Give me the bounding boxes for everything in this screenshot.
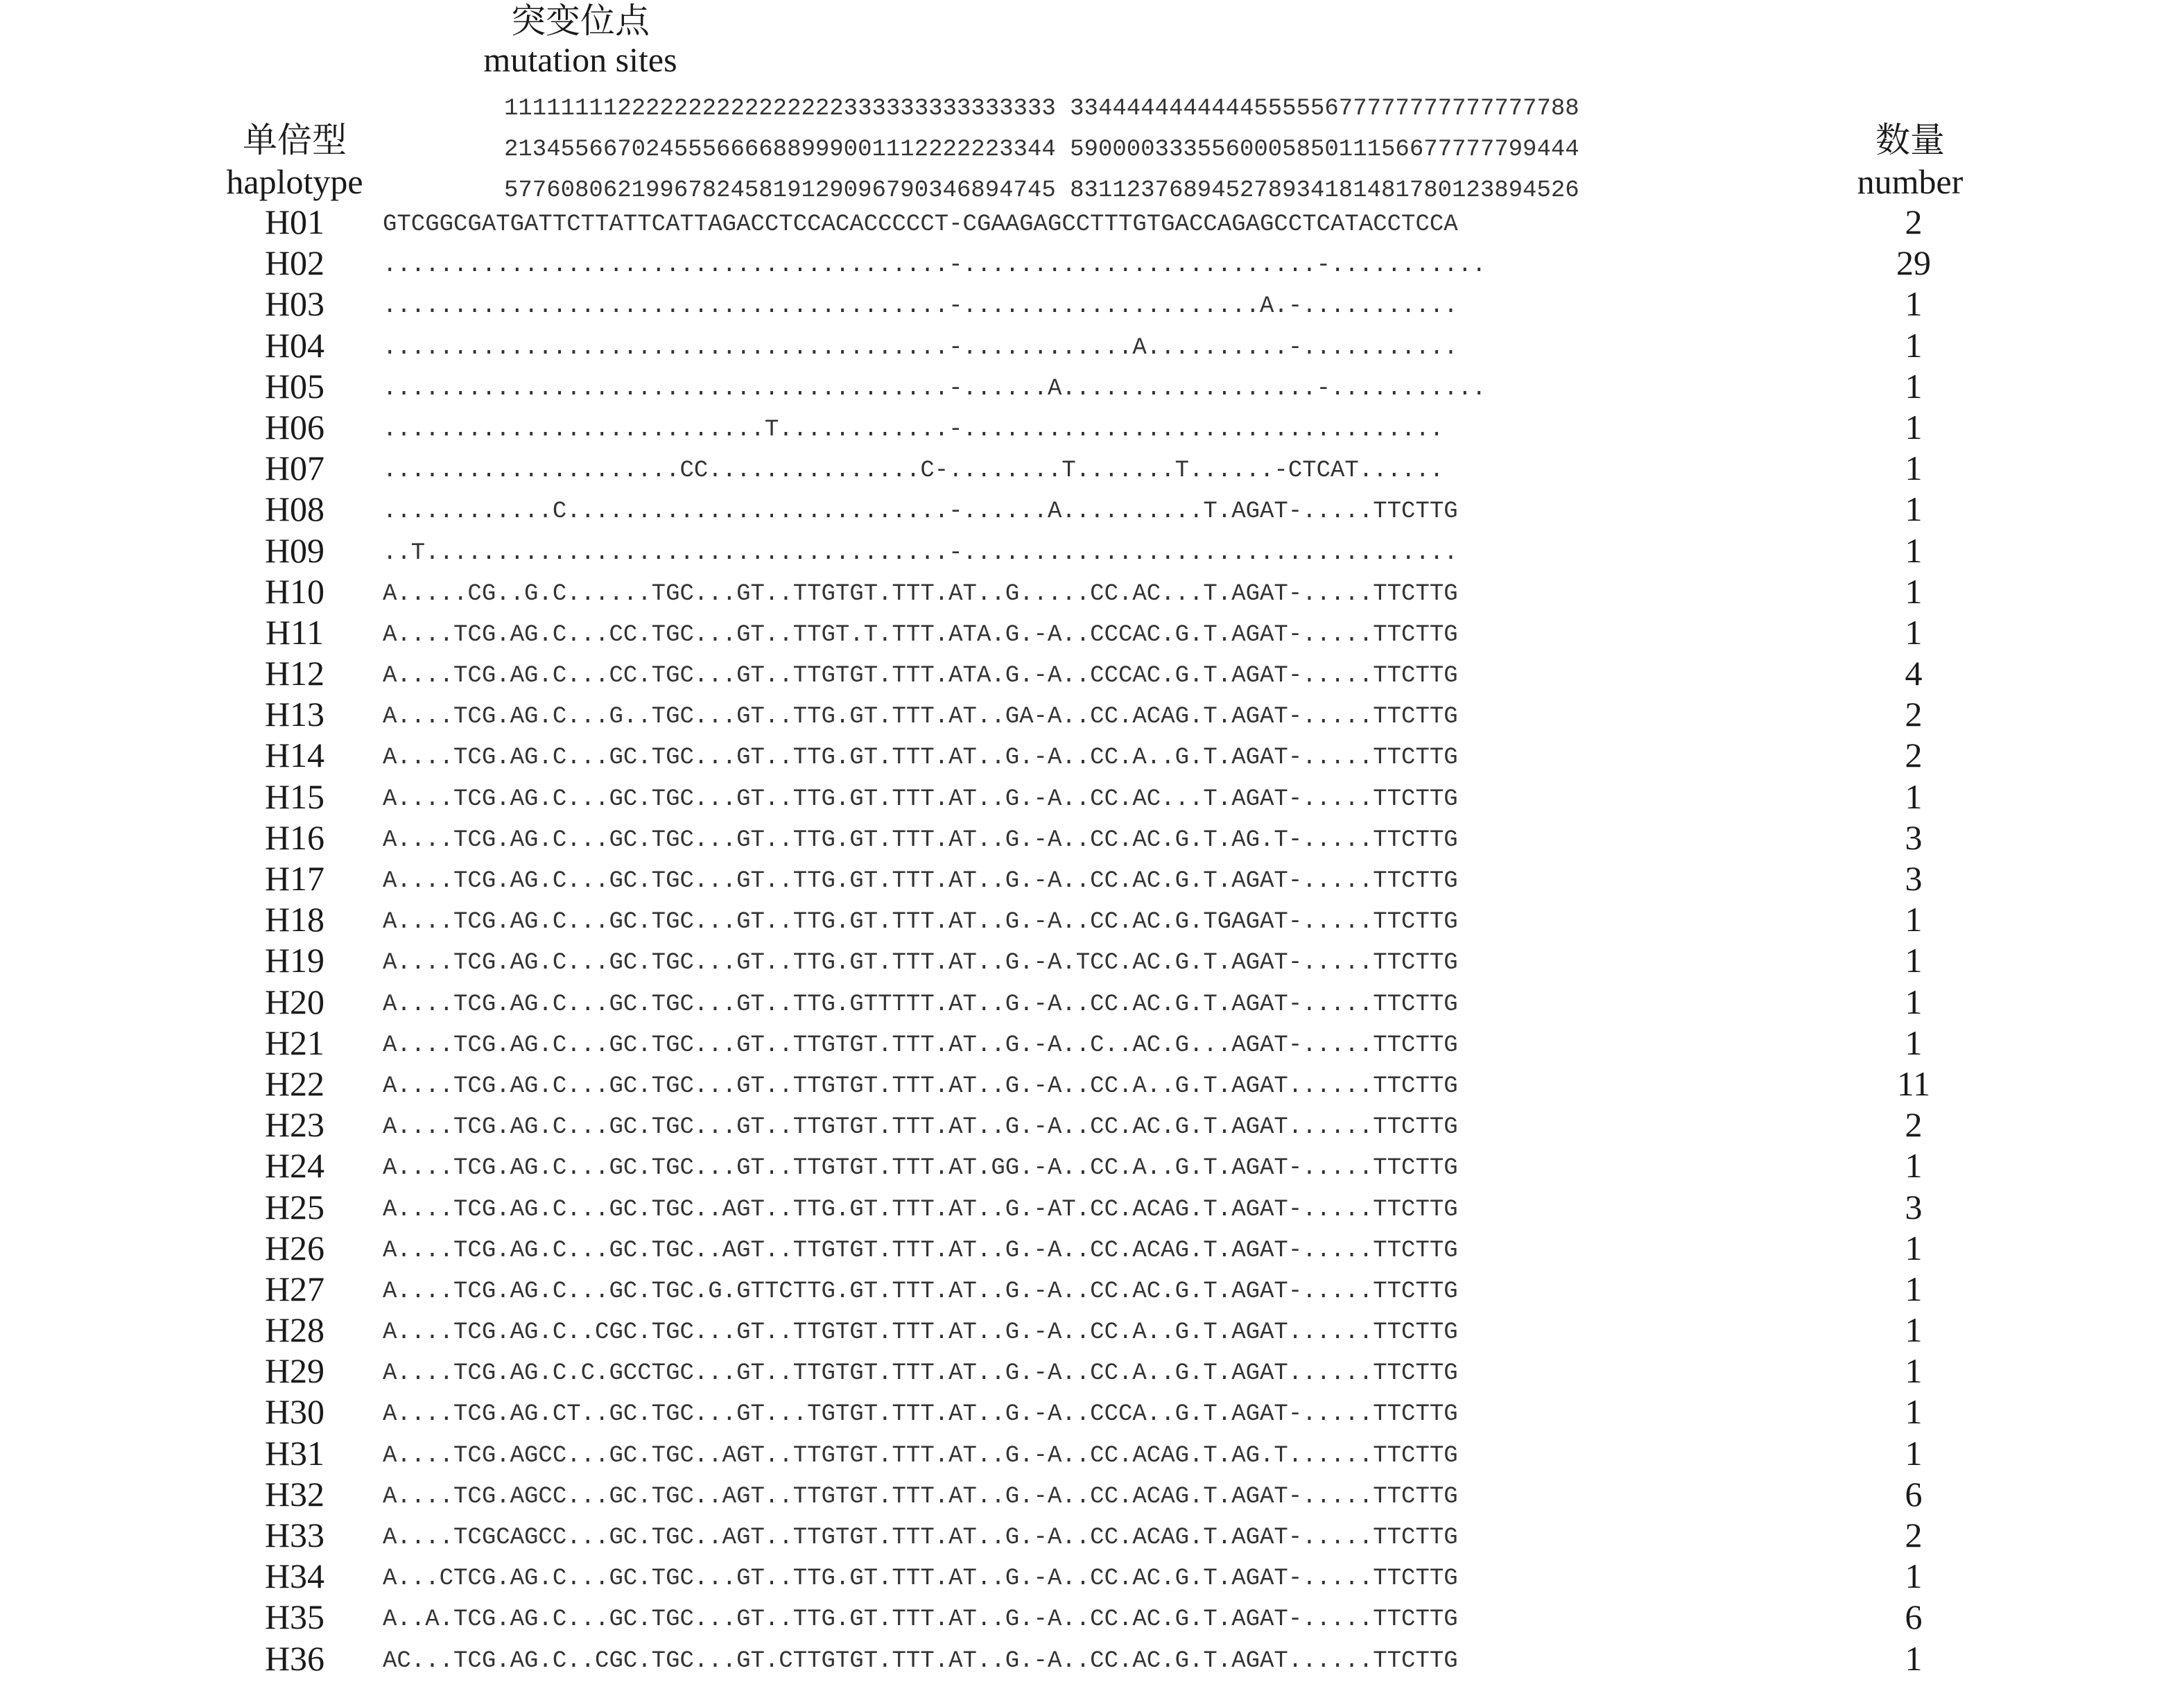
haplotype-sequence: A....TCG.AG.C...GC.TGC...GT..TTGTGT.TTT.AT..G.-A..CC.A..G.T.AGAT......TTCTTG <box>383 1073 1458 1100</box>
haplotype-sequence: A....TCG.AG.C...GC.TGC...GT..TTG.GT.TTT.AT..G.-A..CC.AC.G.TGAGAT-.....TTCTTG <box>383 909 1458 936</box>
haplotype-count: 11 <box>1896 1064 1931 1103</box>
haplotype-id: H22 <box>264 1064 325 1103</box>
haplotype-id: H03 <box>264 284 325 324</box>
haplotype-count: 1 <box>1905 1433 1923 1473</box>
haplotype-count: 1 <box>1905 1310 1923 1350</box>
haplotype-id: H25 <box>264 1187 325 1226</box>
haplotype-sequence: A.....CG..G.C......TGC...GT..TTGTGT.TTT.AT..G.....CC.AC...T.AGAT-.....TTCTTG <box>383 580 1458 607</box>
haplotype-row <box>0 1228 2184 1269</box>
haplotype-count: 1 <box>1905 1023 1923 1062</box>
haplotype-id: H18 <box>264 900 325 939</box>
haplotype-id: H34 <box>264 1557 325 1596</box>
site-position-line: 111111112222222222222222333333333333333 334444444444455555677777777777777788 <box>504 96 1579 122</box>
haplotype-row <box>0 817 2184 858</box>
haplotype-count: 1 <box>1905 941 1923 980</box>
haplotype-table <box>0 202 2184 1679</box>
haplotype-row <box>0 1269 2184 1310</box>
haplotype-row <box>0 1310 2184 1351</box>
haplotype-id: H11 <box>265 612 324 652</box>
site-position-line: 213455667024555666688999001112222223344 590000333556000585011156677777799444 <box>504 137 1579 163</box>
haplotype-count: 1 <box>1905 407 1923 446</box>
haplotype-id: H26 <box>264 1228 325 1267</box>
haplotype-row <box>0 530 2184 571</box>
haplotype-id: H12 <box>264 654 325 693</box>
haplotype-id: H17 <box>264 859 325 898</box>
haplotype-count: 1 <box>1905 1557 1923 1596</box>
haplotype-sequence: A..A.TCG.AG.C...GC.TGC...GT..TTG.GT.TTT.AT..G.-A..CC.AC.G.T.AGAT-.....TTCTTG <box>383 1606 1458 1633</box>
haplotype-id: H04 <box>264 325 325 365</box>
haplotype-row <box>0 1351 2184 1391</box>
number-header-chinese: 数量 <box>1875 121 1945 159</box>
haplotype-row <box>0 1433 2184 1474</box>
title-english: mutation sites <box>483 40 677 79</box>
haplotype-row <box>0 653 2184 694</box>
haplotype-id: H24 <box>264 1146 325 1186</box>
haplotype-sequence: A....TCG.AG.C...GC.TGC...GT..TTGTGT.TTT.AT.GG.-A..CC.A..G.T.AGAT-.....TTCTTG <box>383 1155 1458 1182</box>
haplotype-count: 2 <box>1905 1105 1923 1145</box>
haplotype-sequence: A....TCG.AG.C...CC.TGC...GT..TTGT.T.TTT.ATA.G.-A..CCCAC.G.T.AGAT-.....TTCTTG <box>383 621 1458 648</box>
haplotype-row <box>0 940 2184 981</box>
haplotype-count: 4 <box>1905 654 1923 693</box>
haplotype-sequence: A....TCG.AGCC...GC.TGC..AGT..TTGTGT.TTT.AT..G.-A..CC.ACAG.T.AG.T......TTCTTG <box>383 1442 1458 1469</box>
haplotype-row <box>0 982 2184 1023</box>
haplotype-sequence: ........................................-.....................A.-........... <box>383 293 1458 320</box>
haplotype-row <box>0 1556 2184 1597</box>
haplotype-count: 1 <box>1905 449 1923 488</box>
haplotype-header-english: haplotype <box>226 162 363 201</box>
haplotype-row <box>0 571 2184 612</box>
haplotype-count: 1 <box>1905 571 1923 611</box>
haplotype-id: H27 <box>264 1269 325 1308</box>
haplotype-sequence: A....TCG.AG.C...GC.TGC...GT..TTG.GT.TTT.AT..G.-A..CC.AC.G.T.AG.T-.....TTCTTG <box>383 826 1458 853</box>
haplotype-id: H16 <box>264 817 325 857</box>
haplotype-count: 1 <box>1905 366 1923 406</box>
haplotype-id: H13 <box>264 695 325 734</box>
haplotype-id: H14 <box>264 736 325 775</box>
site-position-line: 577608062199678245819129096790346894745 831123768945278934181481780123894526 <box>504 177 1579 204</box>
haplotype-sequence: A....TCG.AGCC...GC.TGC..AGT..TTGTGT.TTT.AT..G.-A..CC.ACAG.T.AGAT-.....TTCTTG <box>383 1483 1458 1510</box>
haplotype-sequence: ............C...........................-......A..........T.AGAT-.....TTCTTG <box>383 498 1458 526</box>
haplotype-sequence: A....TCG.AG.C...GC.TGC...GT..TTG.GTTTTT.AT..G.-A..CC.AC.G.T.AGAT-.....TTCTTG <box>383 991 1458 1018</box>
haplotype-count: 1 <box>1905 1228 1923 1267</box>
haplotype-id: H36 <box>264 1638 325 1678</box>
haplotype-row <box>0 489 2184 530</box>
haplotype-row <box>0 1638 2184 1679</box>
haplotype-sequence: A....TCG.AG.C...G..TGC...GT..TTG.GT.TTT.AT..GA-A..CC.ACAG.T.AGAT-.....TTCTTG <box>383 704 1458 731</box>
haplotype-count: 1 <box>1905 1146 1923 1186</box>
haplotype-row <box>0 694 2184 735</box>
haplotype-row <box>0 1597 2184 1638</box>
haplotype-row <box>0 899 2184 940</box>
title-chinese: 突变位点 <box>511 1 650 40</box>
haplotype-sequence: A....TCG.AG.C..CGC.TGC...GT..TTGTGT.TTT.AT..G.-A..CC.A..G.T.AGAT......TTCTTG <box>383 1319 1458 1346</box>
haplotype-id: H10 <box>264 571 325 611</box>
haplotype-id: H15 <box>264 777 325 816</box>
haplotype-id: H05 <box>264 366 325 406</box>
haplotype-sequence: A....TCG.AG.C...GC.TGC..AGT..TTGTGT.TTT.AT..G.-A..CC.ACAG.T.AGAT-.....TTCTTG <box>383 1237 1458 1264</box>
haplotype-id: H09 <box>264 530 325 570</box>
haplotype-row <box>0 1391 2184 1432</box>
haplotype-sequence: A....TCG.AG.C...GC.TGC.G.GTTCTTG.GT.TTT.AT..G.-A..CC.AC.G.T.AGAT-.....TTCTTG <box>383 1278 1458 1305</box>
haplotype-count: 1 <box>1905 1638 1923 1678</box>
haplotype-count: 1 <box>1905 530 1923 570</box>
haplotype-count: 2 <box>1905 1516 1923 1554</box>
haplotype-id: H06 <box>264 407 325 446</box>
haplotype-count: 2 <box>1905 736 1923 775</box>
haplotype-row <box>0 858 2184 899</box>
haplotype-count: 6 <box>1905 1474 1923 1514</box>
haplotype-row <box>0 1187 2184 1228</box>
haplotype-sequence: A....TCG.AG.C...GC.TGC...GT..TTGTGT.TTT.AT..G.-A..C..AC.G...AGAT-.....TTCTTG <box>383 1032 1458 1059</box>
haplotype-count: 1 <box>1905 1392 1923 1432</box>
haplotype-row <box>0 325 2184 366</box>
haplotype-row <box>0 1104 2184 1145</box>
haplotype-row <box>0 1474 2184 1515</box>
haplotype-count: 1 <box>1905 900 1923 939</box>
haplotype-count: 1 <box>1905 1269 1923 1308</box>
haplotype-count: 29 <box>1896 243 1931 283</box>
haplotype-id: H28 <box>264 1310 325 1350</box>
haplotype-row <box>0 243 2184 284</box>
haplotype-count: 2 <box>1905 695 1923 734</box>
haplotype-row <box>0 777 2184 817</box>
haplotype-count: 1 <box>1905 1351 1923 1391</box>
haplotype-row <box>0 735 2184 776</box>
haplotype-id: H35 <box>264 1597 325 1637</box>
haplotype-sequence: ........................................-.........................-........... <box>383 252 1487 279</box>
haplotype-id: H29 <box>264 1351 325 1391</box>
haplotype-row <box>0 284 2184 324</box>
haplotype-count: 1 <box>1905 489 1923 529</box>
haplotype-id: H08 <box>264 489 325 529</box>
haplotype-count: 1 <box>1905 284 1923 324</box>
haplotype-sequence: GTCGGCGATGATTCTTATTCATTAGACCTCCACACCCCCT-CGAAGAGCCTTTGTGACCAGAGCCTCATACCTCCA <box>383 211 1458 238</box>
haplotype-sequence: ........................................-............A..........-........... <box>383 334 1458 361</box>
haplotype-id: H01 <box>264 202 325 241</box>
haplotype-sequence: ........................................-......A..................-........... <box>383 375 1487 402</box>
haplotype-row <box>0 1064 2184 1104</box>
haplotype-id: H19 <box>264 941 325 980</box>
haplotype-count: 6 <box>1905 1597 1923 1637</box>
haplotype-sequence: AC...TCG.AG.C..CGC.TGC...GT.CTTGTGT.TTT.AT..G.-A..CC.AC.G.T.AGAT......TTCTTG <box>383 1647 1458 1674</box>
haplotype-sequence: A....TCG.AG.C.C.GCCTGC...GT..TTGTGT.TTT.AT..G.-A..CC.A..G.T.AGAT......TTCTTG <box>383 1360 1458 1387</box>
haplotype-header-chinese: 单倍型 <box>243 121 347 159</box>
haplotype-id: H21 <box>264 1023 325 1062</box>
haplotype-sequence: A....TCG.AG.C...GC.TGC...GT..TTG.GT.TTT.AT..G.-A.TCC.AC.G.T.AGAT-.....TTCTTG <box>383 950 1458 977</box>
haplotype-count: 3 <box>1905 1187 1923 1226</box>
haplotype-sequence: A....TCG.AG.C...GC.TGC...GT..TTG.GT.TTT.AT..G.-A..CC.A..G.T.AGAT-.....TTCTTG <box>383 745 1458 772</box>
haplotype-id: H31 <box>264 1433 325 1473</box>
haplotype-row <box>0 1023 2184 1064</box>
haplotype-sequence: A....TCG.AG.C...GC.TGC...GT..TTG.GT.TTT.AT..G.-A..CC.AC...T.AGAT-.....TTCTTG <box>383 786 1458 813</box>
haplotype-sequence: A....TCG.AG.C...GC.TGC...GT..TTG.GT.TTT.AT..G.-A..CC.AC.G.T.AGAT-.....TTCTTG <box>383 868 1458 894</box>
haplotype-id: H33 <box>264 1516 325 1554</box>
haplotype-sequence: A...CTCG.AG.C...GC.TGC...GT..TTG.GT.TTT.AT..G.-A..CC.AC.G.T.AGAT-.....TTCTTG <box>383 1566 1458 1593</box>
haplotype-count: 3 <box>1905 817 1923 857</box>
haplotype-row <box>0 407 2184 448</box>
haplotype-id: H30 <box>264 1392 325 1432</box>
haplotype-sequence: A....TCG.AG.C...GC.TGC...GT..TTGTGT.TTT.AT..G.-A..CC.AC.G.T.AGAT......TTCTTG <box>383 1114 1458 1141</box>
haplotype-sequence: A....TCG.AG.CT..GC.TGC...GT...TGTGT.TTT.AT..G.-A..CCCA..G.T.AGAT-.....TTCTTG <box>383 1401 1458 1428</box>
haplotype-sequence: A....TCG.AG.C...CC.TGC...GT..TTGTGT.TTT.ATA.G.-A..CCCAC.G.T.AGAT-.....TTCTTG <box>383 663 1458 690</box>
haplotype-sequence: A....TCGCAGCC...GC.TGC..AGT..TTGTGT.TTT.AT..G.-A..CC.ACAG.T.AGAT-.....TTCTTG <box>383 1525 1458 1551</box>
haplotype-count: 1 <box>1905 982 1923 1021</box>
haplotype-row <box>0 448 2184 489</box>
haplotype-row <box>0 202 2184 243</box>
haplotype-count: 2 <box>1905 202 1923 241</box>
haplotype-sequence: ...........................T............-.................................. <box>383 416 1444 443</box>
haplotype-sequence: A....TCG.AG.C...GC.TGC..AGT..TTG.GT.TTT.AT..G.-AT.CC.ACAG.T.AGAT-.....TTCTTG <box>383 1196 1458 1223</box>
haplotype-count: 3 <box>1905 859 1923 898</box>
haplotype-id: H32 <box>264 1474 325 1514</box>
haplotype-row <box>0 612 2184 653</box>
haplotype-id: H23 <box>264 1105 325 1145</box>
haplotype-count: 1 <box>1905 612 1923 652</box>
haplotype-row <box>0 1515 2184 1556</box>
haplotype-row <box>0 1145 2184 1186</box>
haplotype-row <box>0 366 2184 407</box>
number-header-english: number <box>1857 162 1964 201</box>
haplotype-count: 1 <box>1905 325 1923 365</box>
haplotype-id: H07 <box>264 449 325 488</box>
haplotype-id: H02 <box>264 243 325 283</box>
haplotype-id: H20 <box>264 982 325 1021</box>
mutation-site-positions <box>504 89 1877 211</box>
haplotype-sequence: .....................CC...............C-........T.......T......-CTCAT...... <box>383 458 1444 485</box>
haplotype-sequence: ..T.....................................-................................... <box>383 539 1458 566</box>
haplotype-count: 1 <box>1905 777 1923 816</box>
